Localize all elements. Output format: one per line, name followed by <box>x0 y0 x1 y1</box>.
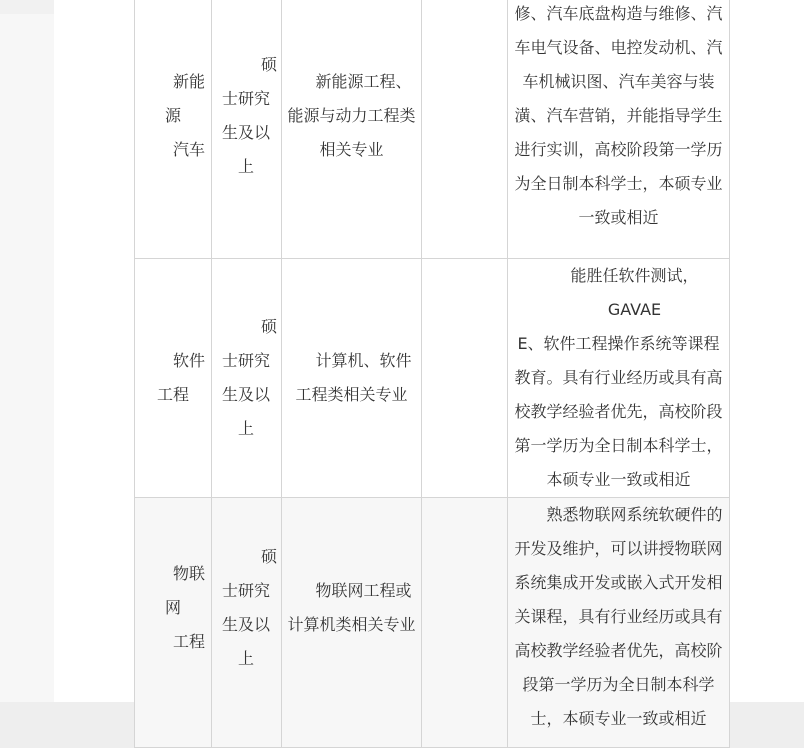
degree-line: 生及以 <box>222 614 271 634</box>
degree-line: 上 <box>238 419 255 438</box>
major-line: 源 <box>165 105 182 125</box>
empty-cell <box>422 259 508 498</box>
degree-line: 上 <box>238 156 255 176</box>
description-line: 一致或相近 <box>578 207 659 227</box>
major-cell <box>135 498 212 748</box>
required-major-line: 工程类相关专业 <box>295 385 408 404</box>
degree-line: 生及以 <box>222 385 271 404</box>
empty-cell <box>422 0 508 259</box>
degree-cell <box>212 0 282 259</box>
description-line: 本硕专业一致或相近 <box>546 470 691 489</box>
required-major-cell <box>282 259 422 498</box>
required-major-line: 物联网工程或 <box>315 580 412 600</box>
table-row <box>135 0 730 259</box>
required-major-line: 能源与动力工程类 <box>287 105 416 125</box>
left-margin <box>0 14 55 702</box>
description-line: 开发及维护，可以讲授物联网 <box>514 539 723 558</box>
degree-line: 士研究 <box>222 580 271 600</box>
description-line: 高校教学经验者优先，高校阶 <box>514 641 723 660</box>
major-cell <box>135 0 212 259</box>
major-cell <box>135 259 212 498</box>
description-line: 第一学历为全日制本科学士， <box>514 436 723 455</box>
major-line: 汽车 <box>172 139 205 159</box>
description-cell <box>508 259 730 498</box>
description-cell <box>508 498 730 748</box>
description-line: 进行实训，高校阶段第一学历 <box>514 139 723 159</box>
degree-cell <box>212 259 282 498</box>
description-line: 系统集成开发或嵌入式开发相 <box>514 573 723 592</box>
required-major-line: 相关专业 <box>319 139 384 159</box>
empty-cell <box>422 498 508 748</box>
description-line: E、软件工程操作系统等课程 <box>517 334 720 353</box>
description-line: 校教学经验者优先，高校阶段 <box>514 402 723 421</box>
major-line: 网 <box>165 597 182 617</box>
description-line: 车电气设备、电控发动机、汽 <box>514 37 723 57</box>
degree-cell <box>212 498 282 748</box>
description-line: 熟悉物联网系统软硬件的 <box>546 505 723 524</box>
required-major-line: 新能源工程、 <box>315 71 412 91</box>
degree-line: 上 <box>238 648 255 668</box>
description-line: 为全日制本科学士，本硕专业 <box>514 173 723 193</box>
major-line: 物联 <box>172 563 205 583</box>
description-line: 关课程，具有行业经历或具有 <box>514 607 723 626</box>
article-content <box>54 0 804 728</box>
required-major-line: 计算机类相关专业 <box>287 614 416 634</box>
major-line: 工程 <box>156 385 189 404</box>
degree-line: 硕 <box>260 54 277 74</box>
description-line: 车机械识图、汽车美容与装 <box>522 71 715 91</box>
major-line: 软件 <box>172 351 205 370</box>
description-line: 修、汽车底盘构造与维修、汽 <box>514 3 723 23</box>
table-row <box>135 259 730 498</box>
description-line: 能胜任软件测试，GAVAE <box>570 266 699 319</box>
description-cell <box>508 0 730 259</box>
recruitment-table <box>134 0 730 748</box>
description-line: 士，本硕专业一致或相近 <box>530 709 707 728</box>
degree-line: 硕 <box>260 546 277 566</box>
degree-line: 硕 <box>260 317 277 336</box>
degree-line: 士研究 <box>222 88 271 108</box>
required-major-cell <box>282 0 422 259</box>
degree-line: 士研究 <box>222 351 271 370</box>
description-line: 潢、汽车营销，并能指导学生 <box>514 105 723 125</box>
description-line: 段第一学历为全日制本科学 <box>522 675 715 694</box>
required-major-cell <box>282 498 422 748</box>
major-line: 新能 <box>172 71 205 91</box>
table-row <box>135 498 730 748</box>
degree-line: 生及以 <box>222 122 271 142</box>
description-line: 教育。具有行业经历或具有高 <box>514 368 723 387</box>
required-major-line: 计算机、软件 <box>315 351 412 370</box>
major-line: 工程 <box>172 631 205 651</box>
